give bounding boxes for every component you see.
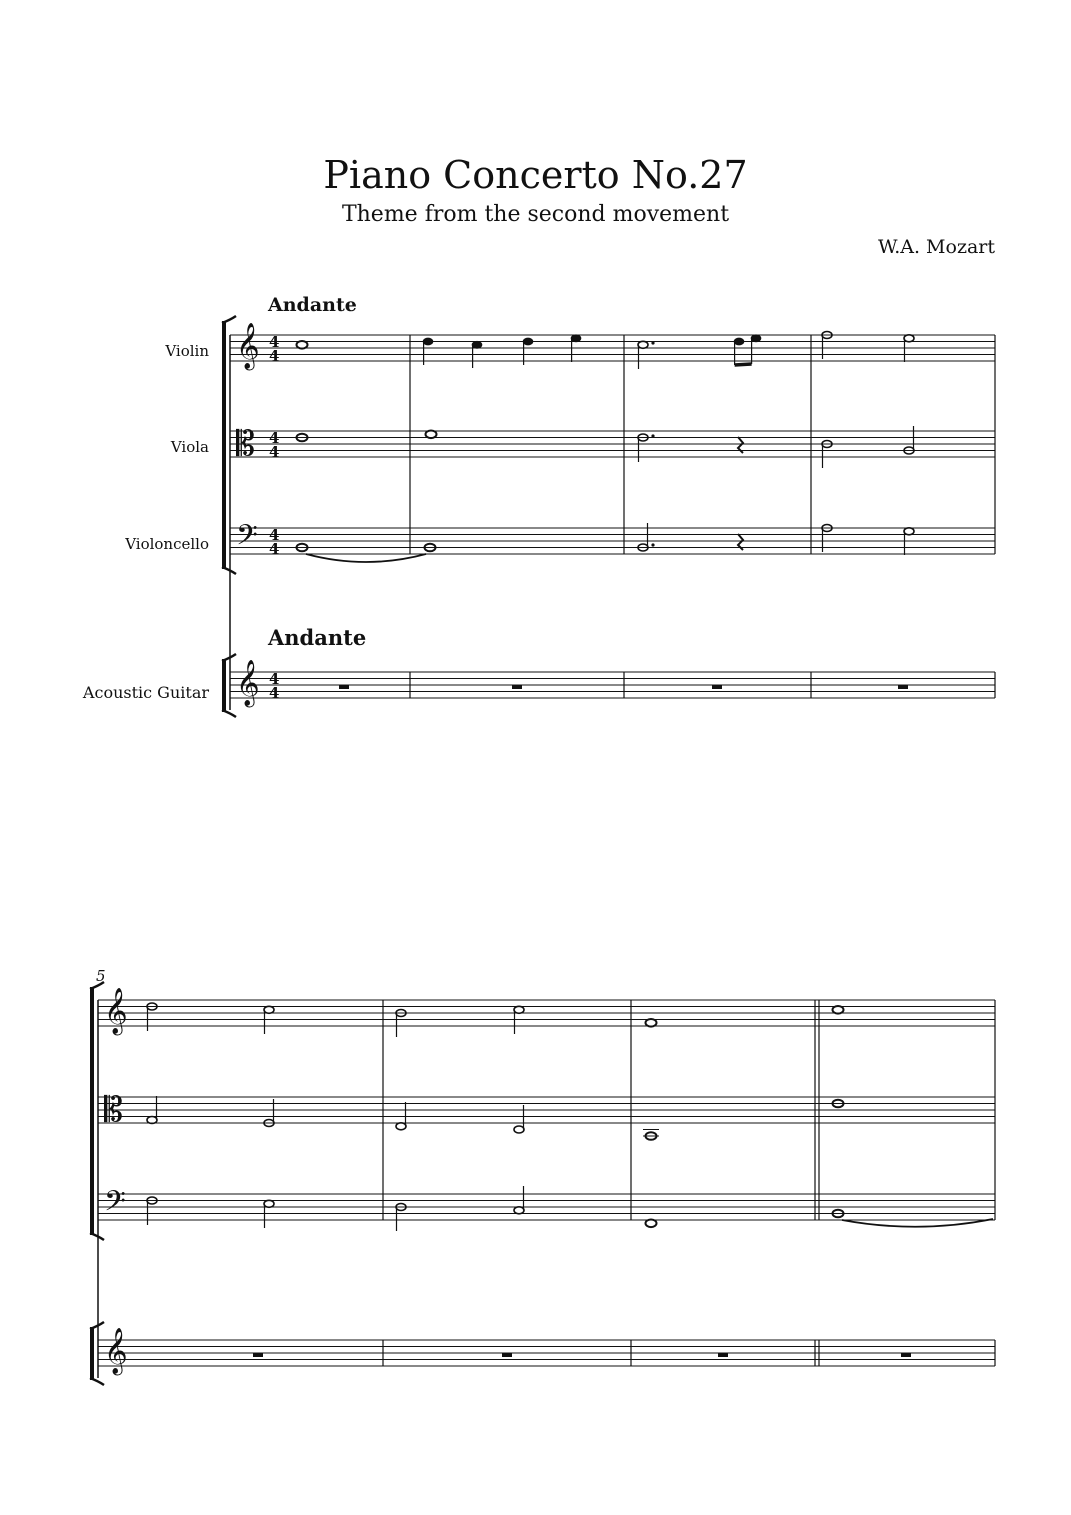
bracket-guitar-bottom [90,1378,104,1385]
guitar-tempo-marking: Andante [268,625,367,650]
note-quarter [423,338,433,345]
note-quarter [523,338,533,345]
guitar-rests-2 [253,1353,911,1357]
tempo-marking: Andante [268,294,357,316]
note-half [264,1006,274,1013]
note-half [396,1123,406,1130]
time-signature-bottom: 4 [269,540,280,558]
cello-m3-notes [638,523,743,551]
time-signature-bottom: 4 [269,347,280,365]
staff-violoncello-2 [98,1194,995,1220]
alto-clef-icon: 𝄡 [236,426,255,463]
measure-number: 5 [96,967,106,985]
bracket-bottom-hook [90,1233,104,1240]
bracket-bottom-hook [222,567,236,574]
treble-clef-icon: 𝄞 [236,323,260,368]
violin-m4-notes [822,332,914,363]
violin-m2-notes [423,335,581,368]
instrument-name-violin: Violin [165,342,209,360]
viola-m6-notes [396,1102,524,1133]
whole-rest [512,685,522,689]
violin-m3-notes [638,335,761,369]
note-quarter [472,341,482,348]
staff-viola-1 [230,431,995,457]
time-signature-top: 4 [269,526,280,544]
score-title: Piano Concerto No.27 [323,153,748,197]
time-signature-top: 4 [269,333,280,351]
cello-m6-notes [396,1186,524,1231]
cello-m1-m2-notes [297,544,436,562]
time-signature-bottom: 4 [269,684,280,702]
time-signature-top: 4 [269,429,280,447]
note-half [514,1126,524,1133]
note-eighth [734,338,744,345]
viola-m5-notes [147,1096,274,1127]
whole-rest [718,1353,728,1357]
alto-clef-icon: 𝄡 [104,1092,123,1129]
instrument-name-viola: Viola [170,438,209,456]
treble-clef-icon: 𝄞 [236,660,260,705]
staff-violoncello-1 [230,528,995,554]
staff-guitar-2 [98,1340,995,1366]
note-whole [646,1019,657,1027]
whole-rest [253,1353,263,1357]
cello-m4-notes [822,525,914,556]
note-half [904,335,914,342]
note-whole [297,341,308,349]
note-half [264,1200,274,1207]
bracket-guitar-top [222,654,236,661]
time-signature-bottom: 4 [269,443,280,461]
note-half [904,528,914,535]
tie [306,554,426,562]
whole-rest [712,685,722,689]
staff-violin-1 [230,335,995,361]
viola-m4-notes [822,426,914,468]
time-signature-top: 4 [269,670,280,688]
treble-clef-icon: 𝄞 [104,1328,128,1373]
cello-m5-notes [147,1197,274,1228]
note-half [147,1117,157,1124]
violin-m5-notes [147,1003,274,1034]
note-whole [646,1220,657,1228]
system-1 [82,294,995,717]
bass-clef-icon: 𝄢 [236,521,258,558]
viola-m7-notes [643,1130,659,1140]
system-2 [90,967,995,1385]
note-quarter [571,335,581,342]
whole-rest [339,685,349,689]
whole-rest [502,1353,512,1357]
bracket-guitar-top [90,1322,104,1329]
note-half [638,341,648,348]
note-whole [833,1006,844,1014]
score-subtitle: Theme from the second movement [341,202,730,227]
viola-m3-notes [638,434,743,462]
note-half [514,1006,524,1013]
violin-m6-notes [396,1006,524,1037]
instrument-name-violoncello: Violoncello [125,535,209,553]
staff-violin-2 [98,1000,995,1026]
instrument-name-acoustic-guitar: Acoustic Guitar [82,683,209,702]
bracket-guitar-bottom [222,710,236,717]
composer: W.A. Mozart [878,236,995,258]
whole-rest [901,1353,911,1357]
bracket-top-hook [222,316,236,323]
bass-clef-icon: 𝄢 [104,1187,126,1224]
note-half [514,1207,524,1214]
cello-m8-notes [833,1210,994,1227]
staff-viola-2 [98,1097,995,1123]
whole-rest [898,685,908,689]
note-whole [426,431,437,439]
treble-clef-icon: 𝄞 [104,988,128,1033]
note-eighth [751,335,761,342]
